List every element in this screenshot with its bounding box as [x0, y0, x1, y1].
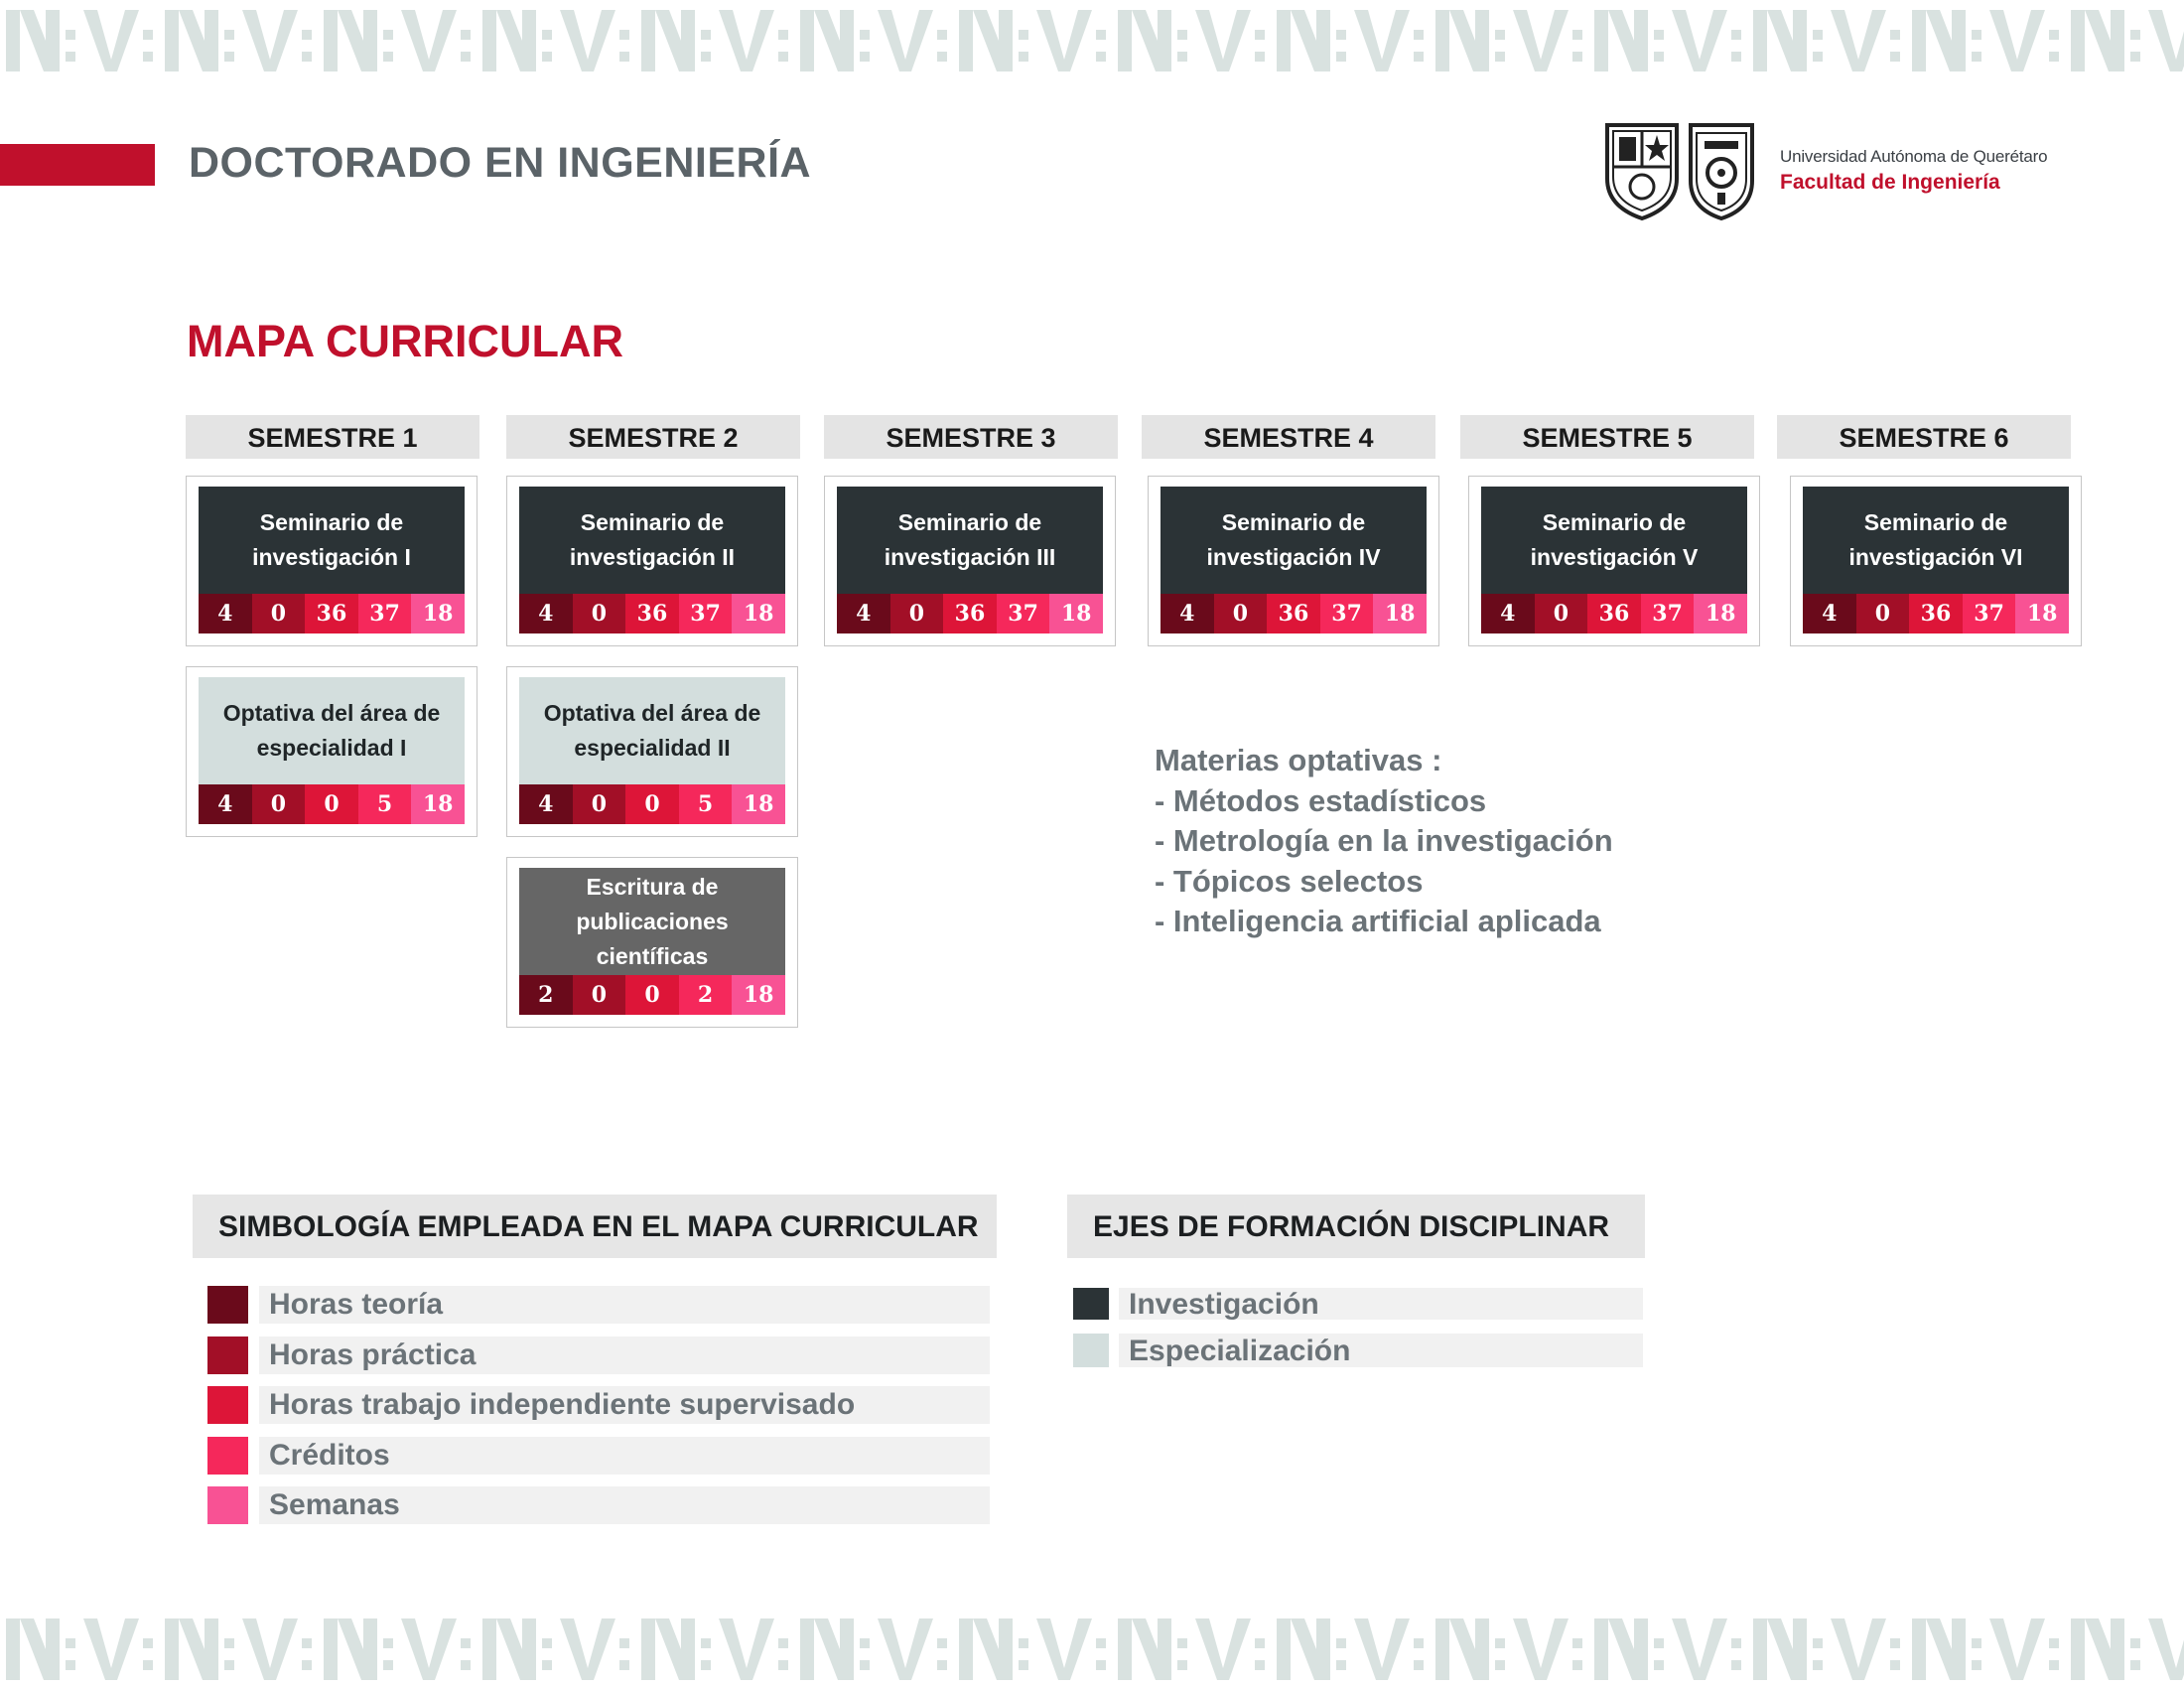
legend-swatch	[207, 1486, 248, 1524]
value-horas-teoria: 4	[1803, 594, 1856, 633]
legend-item	[207, 1386, 990, 1424]
value-horas-practica: 0	[1535, 594, 1588, 633]
value-horas-trabajo-independiente: 36	[1587, 594, 1641, 633]
value-horas-teoria: 4	[199, 784, 252, 824]
value-horas-trabajo-independiente: 0	[305, 784, 358, 824]
course-card	[186, 666, 478, 837]
value-horas-practica: 0	[252, 594, 306, 633]
value-horas-teoria: 4	[519, 784, 573, 824]
header-accent-bar	[0, 144, 155, 186]
legend-swatch	[207, 1286, 248, 1324]
value-horas-teoria: 4	[519, 594, 573, 633]
legend-item	[207, 1336, 990, 1374]
semester-header-2: SEMESTRE 2	[506, 415, 800, 459]
course-card	[1790, 476, 2082, 646]
axes-title: EJES DE FORMACIÓN DISCIPLINAR	[1067, 1195, 1645, 1258]
value-semanas: 18	[732, 594, 785, 633]
course-values	[1481, 594, 1747, 633]
decorative-pattern-top	[0, 0, 2184, 79]
value-semanas: 18	[732, 975, 785, 1015]
value-creditos: 37	[358, 594, 412, 633]
course-values	[519, 784, 785, 824]
university-crest-icon	[1603, 121, 1681, 220]
value-horas-trabajo-independiente: 0	[625, 784, 679, 824]
course-card	[506, 857, 798, 1028]
optativa-item: - Tópicos selectos	[1155, 863, 1424, 899]
legend-swatch	[207, 1386, 248, 1424]
axes-item	[1073, 1288, 1643, 1326]
course-values	[199, 594, 465, 633]
value-horas-teoria: 2	[519, 975, 573, 1015]
value-horas-trabajo-independiente: 36	[1267, 594, 1320, 633]
value-creditos: 2	[679, 975, 733, 1015]
axes-item	[1073, 1334, 1643, 1371]
value-horas-trabajo-independiente: 36	[625, 594, 679, 633]
value-semanas: 18	[1694, 594, 1747, 633]
course-name: Seminario de investigación II	[519, 487, 785, 594]
value-creditos: 5	[679, 784, 733, 824]
optativa-item: - Métodos estadísticos	[1155, 782, 1487, 818]
value-creditos: 37	[997, 594, 1050, 633]
faculty-name: Facultad de Ingeniería	[1780, 171, 2000, 194]
course-name: Seminario de investigación VI	[1803, 487, 2069, 594]
course-card	[824, 476, 1116, 646]
legend-label: Horas trabajo independiente supervisado	[259, 1386, 990, 1424]
value-semanas: 18	[1049, 594, 1103, 633]
value-creditos: 5	[358, 784, 412, 824]
value-horas-practica: 0	[890, 594, 944, 633]
optativas-list	[1155, 741, 1613, 942]
value-horas-teoria: 4	[1160, 594, 1214, 633]
optativa-item: - Inteligencia artificial aplicada	[1155, 904, 1601, 938]
legend-swatch	[207, 1336, 248, 1374]
course-values	[519, 975, 785, 1015]
axes-label: Investigación	[1119, 1288, 1643, 1320]
value-creditos: 37	[1963, 594, 2016, 633]
value-creditos: 37	[679, 594, 733, 633]
map-title: MAPA CURRICULAR	[187, 316, 623, 366]
semester-header-4: SEMESTRE 4	[1142, 415, 1435, 459]
axes-label: Especialización	[1119, 1334, 1643, 1367]
course-values	[837, 594, 1103, 633]
legend-item	[207, 1437, 990, 1475]
legend-label: Horas teoría	[259, 1286, 990, 1324]
legend-title: SIMBOLOGÍA EMPLEADA EN EL MAPA CURRICULAR	[193, 1195, 997, 1258]
faculty-crest-icon	[1687, 121, 1756, 220]
course-card	[1148, 476, 1439, 646]
value-semanas: 18	[411, 594, 465, 633]
legend-swatch	[207, 1437, 248, 1475]
value-horas-practica: 0	[573, 975, 626, 1015]
value-horas-trabajo-independiente: 0	[625, 975, 679, 1015]
course-name: Seminario de investigación I	[199, 487, 465, 594]
course-name: Seminario de investigación III	[837, 487, 1103, 594]
value-horas-practica: 0	[573, 594, 626, 633]
course-values	[1160, 594, 1427, 633]
course-card	[186, 476, 478, 646]
value-creditos: 37	[1641, 594, 1695, 633]
value-horas-teoria: 4	[1481, 594, 1535, 633]
optativa-item: - Metrología en la investigación	[1155, 823, 1613, 858]
semester-header-5: SEMESTRE 5	[1460, 415, 1754, 459]
course-values	[519, 594, 785, 633]
course-name: Seminario de investigación V	[1481, 487, 1747, 594]
legend-label: Créditos	[259, 1437, 990, 1475]
value-horas-trabajo-independiente: 36	[943, 594, 997, 633]
course-name: Seminario de investigación IV	[1160, 487, 1427, 594]
value-horas-trabajo-independiente: 36	[1909, 594, 1963, 633]
course-card	[1468, 476, 1760, 646]
value-semanas: 18	[1373, 594, 1427, 633]
legend-item	[207, 1286, 990, 1324]
course-name: Optativa del área de especialidad II	[519, 677, 785, 784]
semester-header-3: SEMESTRE 3	[824, 415, 1118, 459]
course-values	[1803, 594, 2069, 633]
course-values	[199, 784, 465, 824]
logos-block	[1603, 121, 2159, 225]
legend-label: Semanas	[259, 1486, 990, 1524]
program-title: DOCTORADO EN INGENIERÍA	[189, 139, 812, 187]
axes-swatch	[1073, 1334, 1109, 1367]
value-horas-practica: 0	[1214, 594, 1268, 633]
value-horas-teoria: 4	[837, 594, 890, 633]
value-creditos: 37	[1320, 594, 1374, 633]
value-horas-practica: 0	[1856, 594, 1910, 633]
decorative-pattern-bottom	[0, 1609, 2184, 1688]
semester-header-6: SEMESTRE 6	[1777, 415, 2071, 459]
value-semanas: 18	[411, 784, 465, 824]
value-semanas: 18	[2015, 594, 2069, 633]
legend-label: Horas práctica	[259, 1336, 990, 1374]
value-horas-trabajo-independiente: 36	[305, 594, 358, 633]
value-horas-practica: 0	[573, 784, 626, 824]
axes-swatch	[1073, 1288, 1109, 1320]
legend-item	[207, 1486, 990, 1524]
optativas-title: Materias optativas :	[1155, 743, 1442, 777]
value-horas-teoria: 4	[199, 594, 252, 633]
course-card	[506, 666, 798, 837]
course-card	[506, 476, 798, 646]
course-name: Escritura de publicaciones científicas	[519, 868, 785, 975]
semester-header-1: SEMESTRE 1	[186, 415, 479, 459]
value-horas-practica: 0	[252, 784, 306, 824]
university-name: Universidad Autónoma de Querétaro	[1780, 147, 2048, 166]
course-name: Optativa del área de especialidad I	[199, 677, 465, 784]
value-semanas: 18	[732, 784, 785, 824]
